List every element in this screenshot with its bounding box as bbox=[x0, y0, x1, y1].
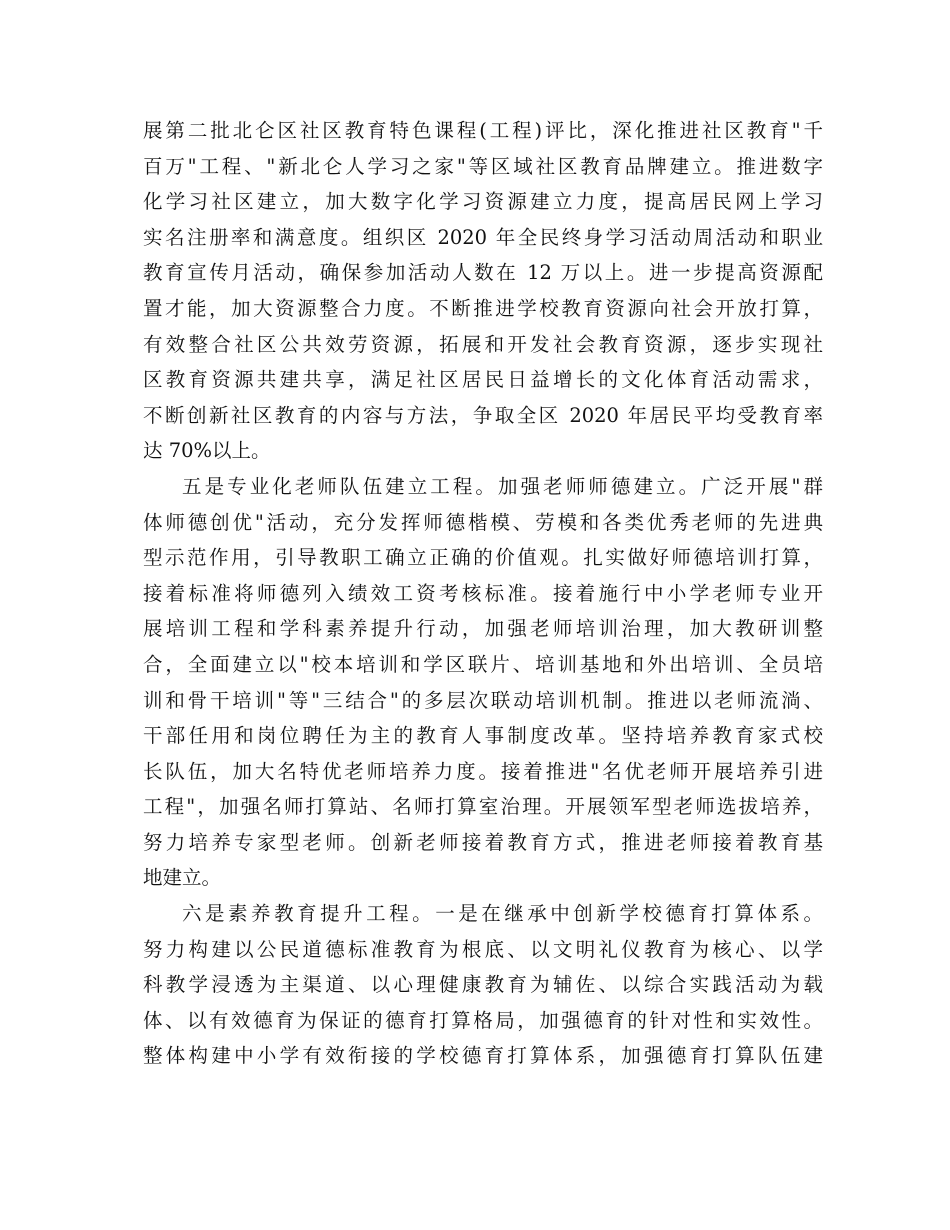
text-line: 百万"工程、"新北仑人学习之家"等区域社区教育品牌建立。推进数字 bbox=[143, 154, 823, 178]
paragraph-teacher-team bbox=[143, 469, 823, 896]
paragraph-quality-education bbox=[143, 896, 823, 1074]
paragraph-community-education bbox=[143, 113, 823, 469]
document-body bbox=[143, 113, 823, 1074]
text-line: 体、以有效德育为保证的德育打算格局，加强德育的针对性和实效性。 bbox=[143, 1008, 823, 1032]
text-line: 达 70%以上。 bbox=[143, 439, 271, 463]
text-line: 不断创新社区教育的内容与方法，争取全区 2020 年居民平均受教育率 bbox=[143, 403, 823, 427]
text-line: 干部任用和岗位聘任为主的教育人事制度改革。坚持培养教育家式校 bbox=[143, 724, 823, 748]
text-line: 科教学浸透为主渠道、以心理健康教育为辅佐、以综合实践活动为载 bbox=[143, 973, 823, 997]
text-line: 长队伍，加大名特优老师培养力度。接着推进"名优老师开展培养引进 bbox=[143, 759, 823, 783]
text-line: 体师德创优"活动，充分发挥师德楷模、劳模和各类优秀老师的先进典 bbox=[143, 510, 823, 534]
text-line: 型示范作用，引导教职工确立正确的价值观。扎实做好师德培训打算， bbox=[143, 546, 823, 570]
text-line: 努力培养专家型老师。创新老师接着教育方式，推进老师接着教育基 bbox=[143, 830, 823, 854]
text-line: 有效整合社区公共效劳资源，拓展和开发社会教育资源，逐步实现社 bbox=[143, 332, 823, 356]
text-line: 区教育资源共建共享，满足社区居民日益增长的文化体育活动需求， bbox=[143, 368, 823, 392]
text-line: 展第二批北仑区社区教育特色课程(工程)评比，深化推进社区教育"千 bbox=[143, 119, 823, 142]
text-line: 化学习社区建立，加大数字化学习资源建立力度，提高居民网上学习 bbox=[143, 190, 823, 214]
text-line: 接着标准将师德列入绩效工资考核标准。接着施行中小学老师专业开 bbox=[143, 581, 823, 605]
text-line: 地建立。 bbox=[143, 866, 222, 890]
text-line: 实名注册率和满意度。组织区 2020 年全民终身学习活动周活动和职业 bbox=[143, 225, 823, 249]
text-line: 努力构建以公民道德标准教育为根底、以文明礼仪教育为核心、以学 bbox=[143, 937, 823, 961]
text-line: 六是素养教育提升工程。一是在继承中创新学校德育打算体系。 bbox=[182, 902, 823, 926]
text-line: 工程"，加强名师打算站、名师打算室治理。开展领军型老师选拔培养， bbox=[143, 795, 823, 819]
text-line: 教育宣传月活动，确保参加活动人数在 12 万以上。进一步提高资源配 bbox=[143, 261, 823, 285]
text-line: 五是专业化老师队伍建立工程。加强老师师德建立。广泛开展"群 bbox=[182, 474, 823, 498]
text-line: 整体构建中小学有效衔接的学校德育打算体系，加强德育打算队伍建 bbox=[143, 1044, 823, 1068]
text-line: 置才能，加大资源整合力度。不断推进学校教育资源向社会开放打算， bbox=[143, 296, 823, 320]
text-line: 训和骨干培训"等"三结合"的多层次联动培训机制。推进以老师流淌、 bbox=[143, 688, 823, 712]
text-line: 展培训工程和学科素养提升行动，加强老师培训治理，加大教研训整 bbox=[143, 617, 823, 641]
text-line: 合，全面建立以"校本培训和学区联片、培训基地和外出培训、全员培 bbox=[143, 652, 823, 676]
